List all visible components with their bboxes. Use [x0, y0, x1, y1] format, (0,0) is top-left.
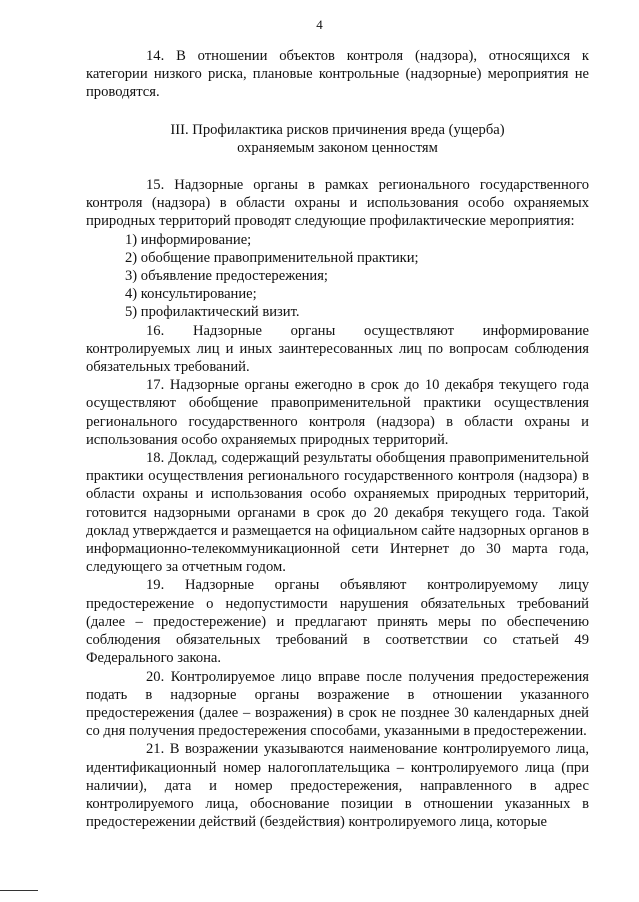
footer-divider: [0, 890, 38, 891]
list-item-informing: 1) информирование;: [125, 231, 252, 248]
paragraph-21: 21. В возражении указываются наименование контролируемого лица, идентификационный номер налогоплательщика – контролируемого лица (при наличии), дата и номер предостережения, направленного в адрес контролируемого лица, обоснование позиции в отношении указанных в предостережении действий (бездействия) контролируемого лица, которые: [86, 741, 589, 831]
paragraph-19: 19. Надзорные органы объявляют контролируемому лицу предостережение о недопустимости нарушения обязательных требований (далее – предостережение) и предлагают принять меры по обеспечению соблюдения обязательных требований в соответствии со статьей 49 Федерального закона.: [86, 577, 589, 667]
list-item-preventive-visit: 5) профилактический визит.: [125, 304, 300, 321]
document-body: [86, 47, 589, 831]
list-item-warning: 3) объявление предостережения;: [125, 268, 328, 285]
page-number: 4: [316, 17, 323, 32]
paragraph-20: 20. Контролируемое лицо вправе после получения предостережения подать в надзорные органы возражение в отношении указанного предостережения (далее – возражения) в срок не позднее 30 календарных дней со дня получения предостережения способами, указанными в предостережении.: [86, 668, 589, 740]
paragraph-18: 18. Доклад, содержащий результаты обобщения правоприменительной практики осуществления регионального государственного контроля (надзора) в области охраны и использования особо охраняемых природных территорий, готовится надзорными органами в срок до 20 декабря текущего года. Такой доклад утверждается и размещается на официальном сайте надзорных органов в информационно-телекоммуникационной сети Интернет до 30 марта года, следующего за отчетным годом.: [86, 450, 589, 576]
list-item-consulting: 4) консультирование;: [125, 286, 257, 303]
list-item-practice-summary: 2) обобщение правоприменительной практики;: [125, 249, 419, 266]
section-heading: [86, 121, 589, 157]
paragraph-14: 14. В отношении объектов контроля (надзора), относящихся к категории низкого риска, плановые контрольные (надзорные) мероприятия не проводятся.: [86, 48, 589, 101]
paragraph-16: 16. Надзорные органы осуществляют информирование контролируемых лиц и иных заинтересованных лиц по вопросам соблюдения обязательных требований.: [86, 322, 589, 376]
section-heading-line-2: охраняемым законом ценностям: [237, 139, 438, 156]
paragraph-17: 17. Надзорные органы ежегодно в срок до 10 декабря текущего года осуществляют обобщение правоприменительной практики осуществления регионального государственного контроля (надзора) в области охраны и использования особо охраняемых природных территорий.: [86, 377, 589, 448]
section-heading-line-1: III. Профилактика рисков причинения вреда (ущерба): [170, 121, 505, 138]
paragraph-15: 15. Надзорные органы в рамках регионального государственного контроля (надзора) в области охраны и использования особо охраняемых природных территорий проводят следующие профилактические мероприятия:: [86, 177, 589, 230]
